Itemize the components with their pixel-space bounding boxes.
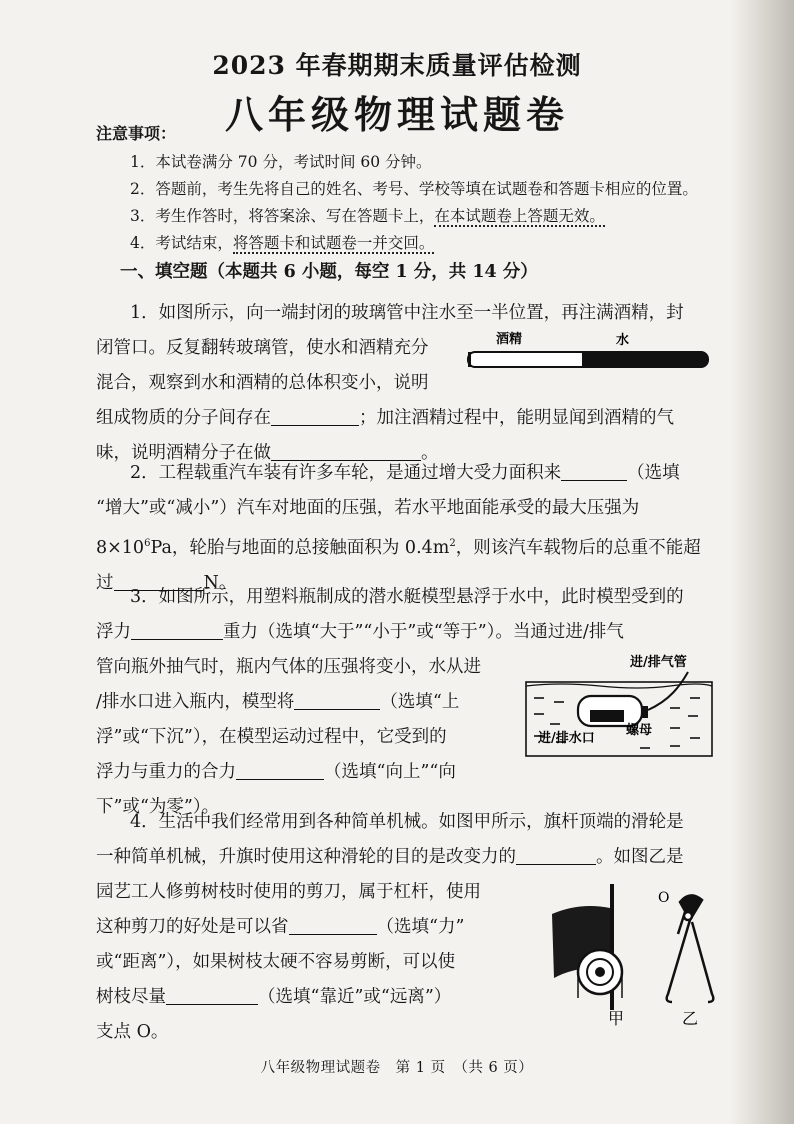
exam-title-line2: 八年级物理试题卷 [224, 92, 569, 137]
notice-item-2: 2．答题前，考生先将自己的姓名、考号、学校等填在试题卷和答题卡相应的位置。 [130, 180, 698, 198]
emphasis-text: 将答题卡和试题卷一并交回。 [232, 234, 435, 252]
book-spine-shadow [730, 0, 794, 1124]
answer-blank[interactable] [271, 403, 359, 426]
label-water: 水 [616, 333, 630, 348]
nut [642, 706, 648, 718]
notice-item-1: 1．本试卷满分 70 分，考试时间 60 分钟。 [130, 153, 432, 171]
notice-item-4: 4．考试结束，将答题卡和试题卷一并交回。 [130, 234, 435, 252]
label-water-port: 进/排水口 [538, 731, 595, 746]
air-pipe [648, 672, 688, 710]
answer-blank[interactable] [166, 982, 258, 1005]
submarine-figure [520, 650, 720, 762]
answer-blank[interactable] [561, 458, 627, 481]
question-1: 1．如图所示，向一端封闭的玻璃管中注水至一半位置，再注满酒精，封 闭管口。反复翻转玻璃管，使水和酒精充分 混合，观察到水和酒精的总体积变小，说明 组成物质的分子间存在 ；加注酒精过程中，能明显闻到酒精的气 味，说明酒精分子在做 。 [96, 303, 684, 463]
answer-blank[interactable] [294, 687, 380, 710]
question-2: 2．工程载重汽车装有许多车轮，是通过增大受力面积来 （选填 “增大”或“减小”）汽车对地面的压强，若水平地面能承受的最大压强为 $8\times 10^6Pa$，轮胎与地面的总接触面积为 $0.4m^2$，则该汽车载物后的总重不能超 过 N。 [96, 456, 701, 601]
answer-blank[interactable] [131, 617, 223, 640]
question-4: 4．生活中我们经常用到各种简单机械。如图甲所示，旗杆顶端的滑轮是 一种简单机械，升旗时使用这种滑轮的目的是改变力的 。如图乙是 园艺工人修剪树枝时使用的剪刀，属于杠杆，使用 这种剪刀的好处是可以省 （选填“力” 或“距离”），如果树枝太硬不容易剪断，可以使 树枝尽量 （选填“靠近”或“远离”） 支点 O。 [96, 812, 684, 1042]
notice-list [130, 149, 698, 257]
answer-blank[interactable] [516, 842, 596, 865]
emphasis-text: 在本试题卷上答题无效。 [434, 207, 605, 225]
pruning-shears [667, 895, 714, 1002]
answer-blank[interactable] [236, 757, 324, 780]
simple-machines-figure [540, 880, 730, 1030]
water-column [582, 352, 709, 367]
section-heading: 一、填空题（本题共 6 小题，每空 1 分，共 14 分） [120, 262, 538, 282]
label-o: O [658, 890, 670, 906]
label-alcohol: 酒精 [496, 332, 523, 347]
answer-blank[interactable] [289, 912, 377, 935]
question-3: 3．如图所示，用塑料瓶制成的潜水艇模型悬浮于水中，此时模型受到的 浮力 重力（选填“大于”“小于”或“等于”）。当通过进/排气 管向瓶外抽气时，瓶内气体的压强将变小，水从进 /排水口进入瓶内，模型将 （选填“上 浮”或“下沉”），在模型运动过程中，它受到的 浮力与重力的合力 （选填“向上”“向 下”或“为零”）。 [96, 587, 684, 817]
label-air-pipe: 进/排气管 [630, 655, 687, 670]
flagpole-pulley [552, 884, 622, 1010]
notice-item-3: 3．考生作答时，将答案涂、写在答题卡上，在本试题卷上答题无效。 [130, 207, 605, 225]
glass-tube-figure [460, 328, 720, 378]
page-footer: 八年级物理试题卷 第 1 页 （共 6 页） [260, 1060, 534, 1076]
exam-title-line1: 2023 年春期期末质量评估检测 [212, 51, 582, 80]
label-yi: 乙 [682, 1009, 699, 1028]
label-jia: 甲 [608, 1009, 625, 1028]
notice-heading: 注意事项： [96, 124, 177, 143]
label-nut: 螺母 [626, 723, 653, 738]
